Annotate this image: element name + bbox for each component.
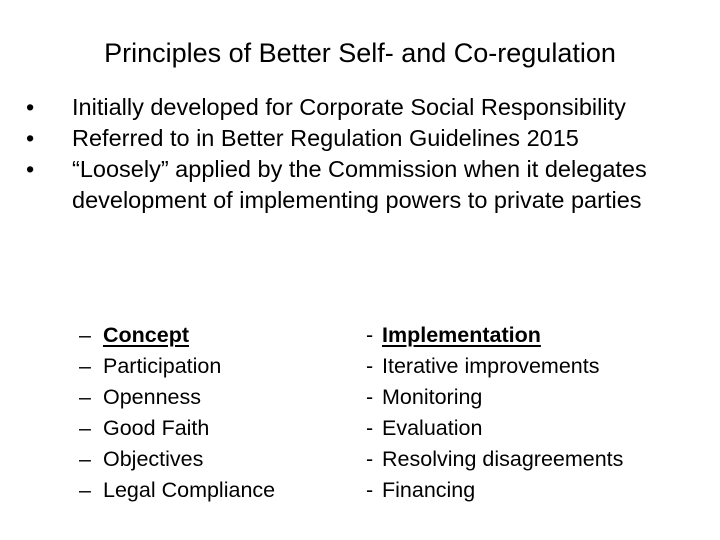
bullet-marker: • [26,156,35,182]
bullet-marker: • [26,125,35,151]
bullet-item [26,92,706,123]
dash-marker: – [79,478,91,502]
concept-item-text: Legal Compliance [103,478,276,502]
bullet-marker: • [26,94,35,120]
implementation-item-text: Financing [382,478,476,502]
concept-column [79,320,275,506]
dash-marker: – [79,354,91,378]
implementation-item-text: Resolving disagreements [382,447,624,471]
concept-item [79,413,275,444]
concept-item [79,382,275,413]
concept-item-text: Openness [103,385,202,409]
hyphen-marker: - [366,323,374,347]
implementation-item-text: Monitoring [382,385,483,409]
implementation-item [366,382,623,413]
hyphen-marker: - [366,447,374,471]
implementation-heading: Implementation [382,323,541,347]
implementation-item [366,444,623,475]
implementation-item-text: Iterative improvements [382,354,600,378]
concept-item [79,475,275,506]
dash-marker: – [79,323,91,347]
bullet-item [26,123,706,154]
dash-marker: – [79,447,91,471]
concept-item-text: Objectives [103,447,204,471]
concept-item [79,351,275,382]
bullet-text: Referred to in Better Regulation Guidelines 2015 [72,125,579,151]
hyphen-marker: - [366,354,374,378]
bullet-text: “Loosely” applied by the Commission when it delegates development of implementing powers to private parties [72,156,647,213]
hyphen-marker: - [366,478,374,502]
concept-heading: Concept [103,323,189,347]
implementation-item [366,475,623,506]
concept-heading-row [79,320,275,351]
concept-item-text: Good Faith [103,416,210,440]
implementation-column [366,320,623,506]
bullet-item [26,154,706,216]
hyphen-marker: - [366,385,374,409]
hyphen-marker: - [366,416,374,440]
implementation-item [366,413,623,444]
concept-item [79,444,275,475]
implementation-heading-row [366,320,623,351]
bullet-text: Initially developed for Corporate Social Responsibility [72,94,626,120]
dash-marker: – [79,385,91,409]
concept-item-text: Participation [103,354,222,378]
implementation-item-text: Evaluation [382,416,483,440]
implementation-item [366,351,623,382]
bullet-list [26,92,706,216]
dash-marker: – [79,416,91,440]
slide-title: Principles of Better Self- and Co-regulation [104,38,616,68]
